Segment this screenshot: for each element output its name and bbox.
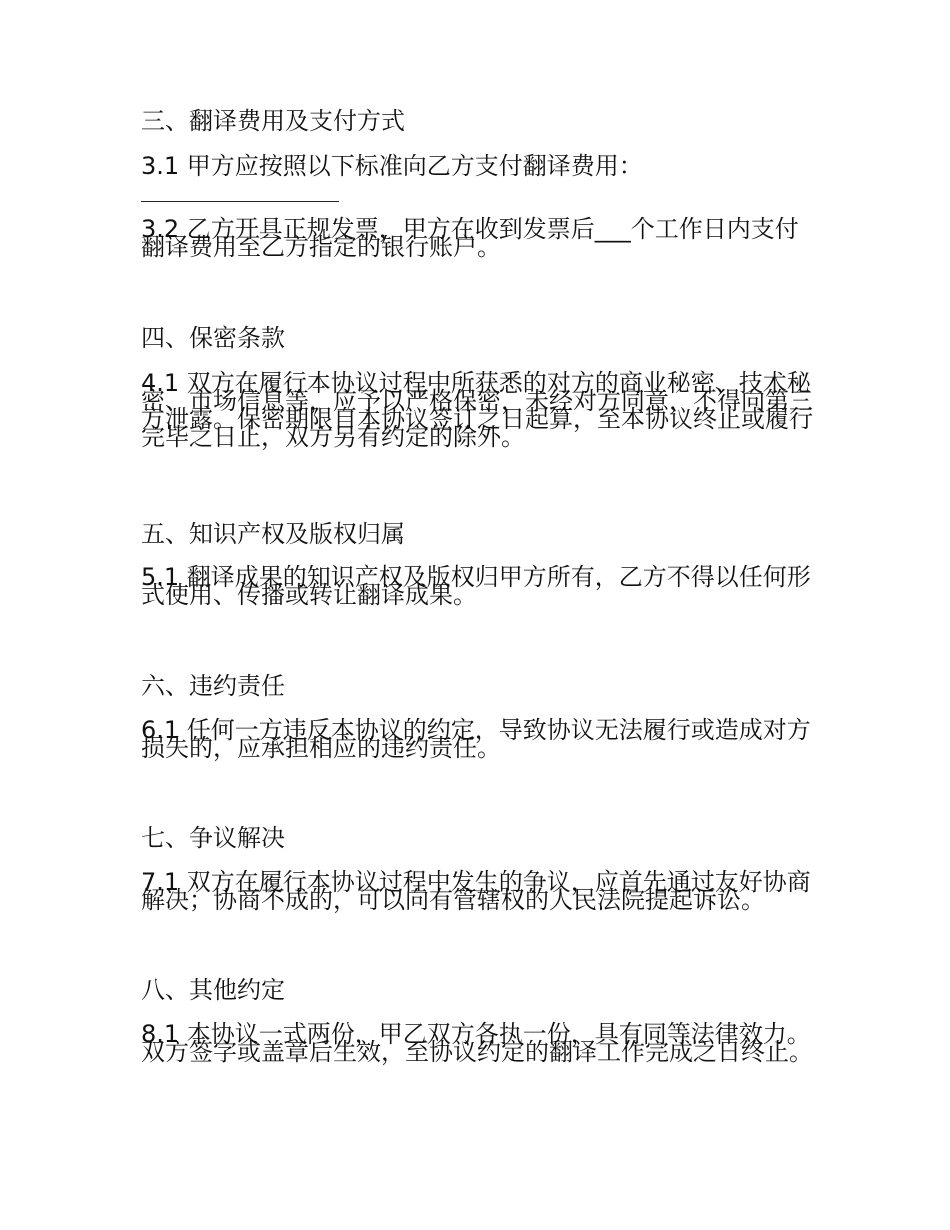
clause-6-1: 6.1 任何一方违反本协议的约定，导致协议无法履行或造成对方损失的，应承担相应的违约责任。	[141, 716, 811, 762]
clause-3-1: 3.1 甲方应按照以下标准向乙方支付翻译费用：	[141, 152, 643, 180]
clause-8-1: 8.1 本协议一式两份，甲乙双方各执一份，具有同等法律效力。双方签字或盖章后生效，至协议约定的翻译工作完成之日终止。	[141, 1020, 813, 1066]
section-heading-disputes: 七、争议解决	[141, 824, 285, 852]
section-heading-ip: 五、知识产权及版权归属	[141, 520, 405, 548]
clause-7-1: 7.1 双方在履行本协议过程中发生的争议，应首先通过友好协商解决；协商不成的，可以向有管辖权的人民法院提起诉讼。	[141, 868, 811, 914]
section-heading-confidentiality: 四、保密条款	[141, 324, 285, 352]
clause-3-2: 3.2 乙方开具正规发票，甲方在收到发票后___个工作日内支付翻译费用至乙方指定的银行账户。	[141, 215, 799, 261]
section-heading-fees: 三、翻译费用及支付方式	[141, 107, 405, 135]
clause-4-1: 4.1 双方在履行本协议过程中所获悉的对方的商业秘密、技术秘密、市场信息等，应予以严格保密，未经对方同意，不得向第三方泄露。保密期限自本协议签订之日起算，至本协议终止或履行完毕之日止，双方另有约定的除外。	[141, 369, 813, 451]
clause-5-1: 5.1 翻译成果的知识产权及版权归甲方所有，乙方不得以任何形式使用、传播或转让翻译成果。	[141, 563, 811, 609]
section-heading-liability: 六、违约责任	[141, 672, 285, 700]
fee-fill-in-blank	[141, 201, 339, 202]
section-heading-other: 八、其他约定	[141, 976, 285, 1004]
